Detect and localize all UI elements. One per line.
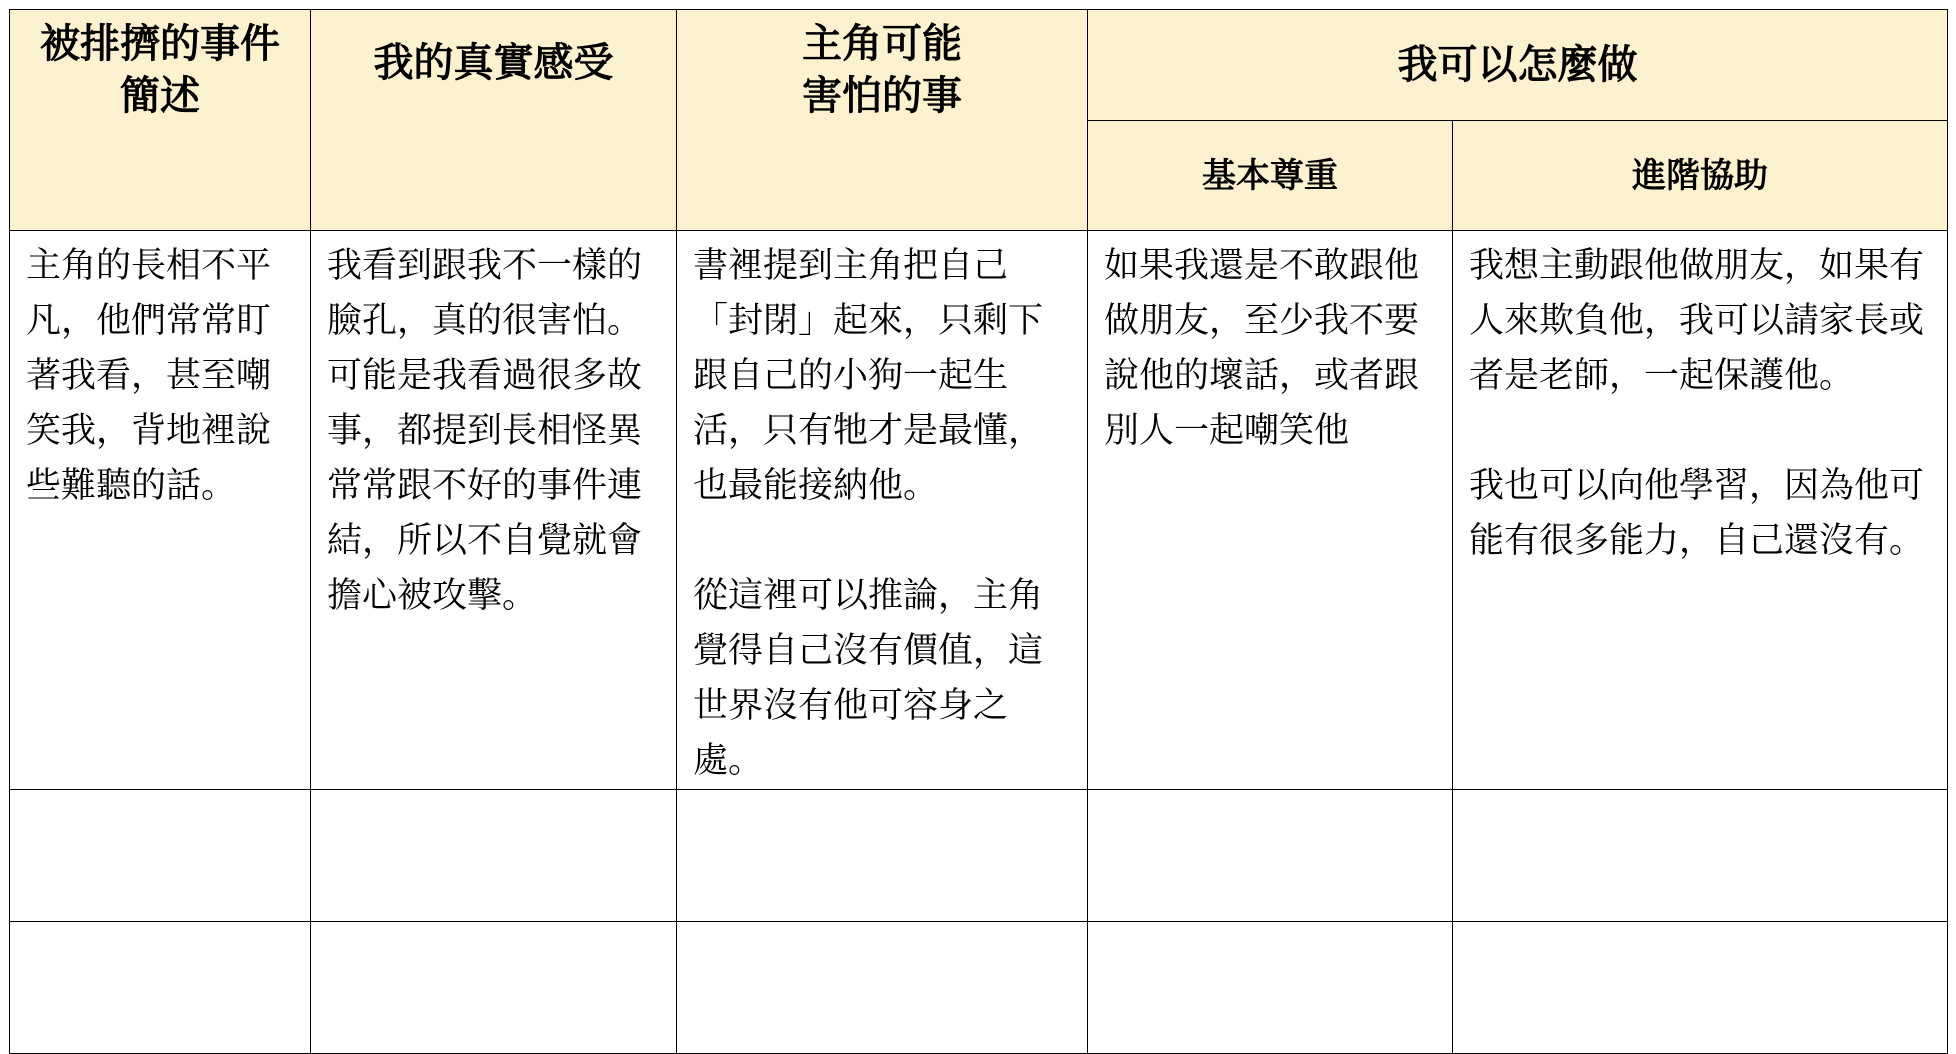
header-fear: 主角可能 害怕的事: [677, 10, 1088, 231]
cell-feeling: [311, 922, 677, 1054]
header-action: 我可以怎麼做: [1088, 10, 1948, 121]
table-row: [10, 922, 1948, 1054]
header-feeling: 我的真實感受: [311, 10, 677, 231]
cell-basic: [1088, 790, 1453, 922]
header-basic-respect: 基本尊重: [1088, 121, 1453, 231]
cell-event: [10, 790, 311, 922]
cell-feeling: 我看到跟我不一樣的臉孔，真的很害怕。可能是我看過很多故事，都提到長相怪異常常跟不好的事件連結，所以不自覺就會擔心被攻擊。: [311, 231, 677, 790]
cell-event: 主角的長相不平凡，他們常常盯著我看，甚至嘲笑我，背地裡說些難聽的話。: [10, 231, 311, 790]
cell-fear: [677, 922, 1088, 1054]
header-event: 被排擠的事件 簡述: [10, 10, 311, 231]
header-row: [10, 10, 1948, 121]
header-advanced-help: 進階協助: [1453, 121, 1948, 231]
table-row: [10, 790, 1948, 922]
cell-feeling: [311, 790, 677, 922]
cell-advanced: 我想主動跟他做朋友，如果有人來欺負他，我可以請家長或者是老師，一起保護他。 我也可以向他學習，因為他可能有很多能力，自己還沒有。: [1453, 231, 1948, 790]
table-row: [10, 231, 1948, 790]
cell-event: [10, 922, 311, 1054]
cell-advanced: [1453, 790, 1948, 922]
cell-fear: 書裡提到主角把自己「封閉」起來，只剩下跟自己的小狗一起生活，只有牠才是最懂，也最能接納他。 從這裡可以推論，主角覺得自己沒有價值，這世界沒有他可容身之處。: [677, 231, 1088, 790]
cell-fear: [677, 790, 1088, 922]
worksheet-table: [9, 9, 1948, 1054]
cell-basic: 如果我還是不敢跟他做朋友，至少我不要說他的壞話，或者跟別人一起嘲笑他: [1088, 231, 1453, 790]
cell-advanced: [1453, 922, 1948, 1054]
cell-basic: [1088, 922, 1453, 1054]
